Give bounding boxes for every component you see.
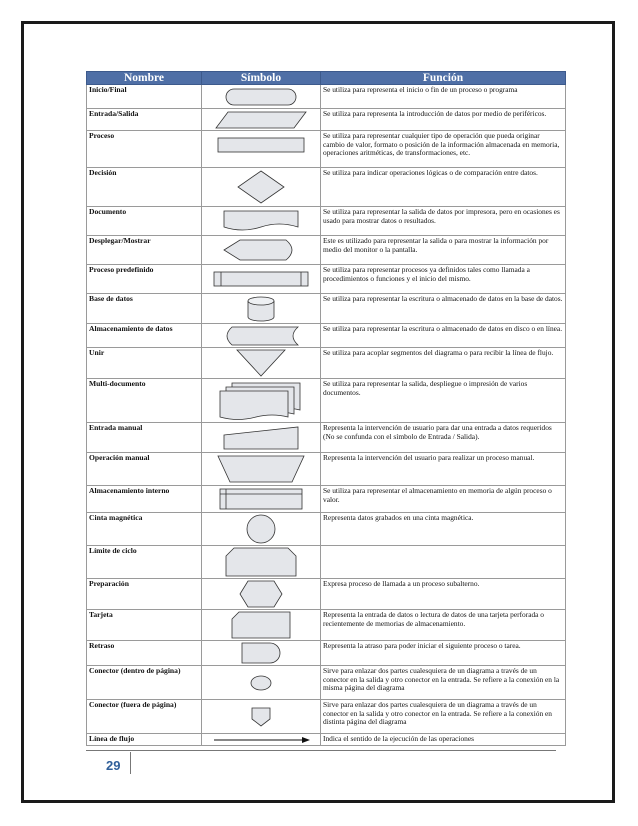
table-row (87, 348, 566, 379)
row-name: Línea de flujo (87, 734, 202, 746)
row-name: Inicio/Final (87, 85, 202, 109)
row-name: Preparación (87, 579, 202, 610)
header-function: Función (321, 72, 566, 85)
footer-divider (86, 750, 556, 751)
table-header-row (87, 72, 566, 85)
row-name: Unir (87, 348, 202, 379)
table-row (87, 265, 566, 294)
flowchart-symbols-table (86, 71, 565, 746)
row-function: Se utiliza para representar la escritura o almacenado de datos en la base de datos. (321, 294, 566, 324)
row-name: Operación manual (87, 453, 202, 486)
table-row (87, 85, 566, 109)
multi-document-symbol-icon (202, 379, 321, 423)
row-function: Este es utilizado para representar la salida o para mostrar la información por medio del monitor o la pantalla. (321, 236, 566, 265)
table-row (87, 379, 566, 423)
rectangle-symbol-icon (202, 131, 321, 168)
row-function: Se utiliza para representar el almacenamiento en memoria de algún proceso o valor. (321, 486, 566, 513)
database-symbol-icon (202, 294, 321, 324)
row-function: Se utiliza para representar la salida de datos por impresora, pero en ocasiones es usado para mostrar datos o resultados. (321, 207, 566, 236)
table-row (87, 294, 566, 324)
row-function: Se utiliza para representar procesos ya definidos tales como llamada a procedimientos o funciones y el inicio del mismo. (321, 265, 566, 294)
row-function: Sirve para enlazar dos partes cualesquiera de un diagrama a través de un conector en la salida y otro conector en la entrada. Se refiere a la conexión en la misma página del diagrama (321, 666, 566, 700)
row-name: Proceso predefinido (87, 265, 202, 294)
table-row (87, 641, 566, 666)
on-page-connector-symbol-icon (202, 666, 321, 700)
row-function: Se utiliza para representar la escritura o almacenado de datos en disco o en línea. (321, 324, 566, 348)
page-number: 29 (106, 758, 121, 773)
row-function: Se utiliza para representar la salida, despliegue o impresión de varios documentos. (321, 379, 566, 423)
table-row (87, 610, 566, 641)
table-row (87, 423, 566, 453)
table-row (87, 324, 566, 348)
row-function: Representa datos grabados en una cinta magnética. (321, 513, 566, 546)
row-name: Proceso (87, 131, 202, 168)
preparation-symbol-icon (202, 579, 321, 610)
manual-input-symbol-icon (202, 423, 321, 453)
table-row (87, 579, 566, 610)
table-row (87, 109, 566, 131)
magnetic-tape-symbol-icon (202, 513, 321, 546)
table-row (87, 513, 566, 546)
internal-storage-symbol-icon (202, 486, 321, 513)
row-name: Límite de ciclo (87, 546, 202, 579)
table-row (87, 453, 566, 486)
row-name: Tarjeta (87, 610, 202, 641)
row-function: Representa la intervención del usuario para realizar un proceso manual. (321, 453, 566, 486)
manual-operation-symbol-icon (202, 453, 321, 486)
table-row (87, 700, 566, 734)
row-name: Desplegar/Mostrar (87, 236, 202, 265)
row-function: Se utiliza para representa el inicio o fin de un proceso o programa (321, 85, 566, 109)
row-name: Decisión (87, 168, 202, 207)
row-function (321, 546, 566, 579)
row-name: Almacenamiento interno (87, 486, 202, 513)
diamond-symbol-icon (202, 168, 321, 207)
display-symbol-icon (202, 236, 321, 265)
header-symbol: Símbolo (202, 72, 321, 85)
row-function: Representa la entrada de datos o lectura de datos de una tarjeta perforada o recientemente de memorias de almacenamiento. (321, 610, 566, 641)
row-name: Entrada/Salida (87, 109, 202, 131)
row-function: Se utiliza para indicar operaciones lógicas o de comparación entre datos. (321, 168, 566, 207)
row-function: Expresa proceso de llamada a un proceso subalterno. (321, 579, 566, 610)
off-page-connector-symbol-icon (202, 700, 321, 734)
stored-data-symbol-icon (202, 324, 321, 348)
header-name: Nombre (87, 72, 202, 85)
row-name: Conector (fuera de página) (87, 700, 202, 734)
row-name: Almacenamiento de datos (87, 324, 202, 348)
row-name: Retraso (87, 641, 202, 666)
row-name: Documento (87, 207, 202, 236)
row-function: Representa la intervención de usuario para dar una entrada a datos requeridos (No se confunda con el símbolo de Entrada / Salida). (321, 423, 566, 453)
document-symbol-icon (202, 207, 321, 236)
table-row (87, 207, 566, 236)
predefined-process-symbol-icon (202, 265, 321, 294)
row-function: Sirve para enlazar dos partes cualesquiera de un diagrama a través de un conector en la salida y otro conector en la entrada. Se refiere a la conexión en distinta página del diagrama (321, 700, 566, 734)
row-name: Cinta magnética (87, 513, 202, 546)
delay-symbol-icon (202, 641, 321, 666)
table-row (87, 131, 566, 168)
row-function: Se utiliza para representa la introducción de datos por medio de periféricos. (321, 109, 566, 131)
row-function: Indica el sentido de la ejecución de las operaciones (321, 734, 566, 746)
card-symbol-icon (202, 610, 321, 641)
table-row (87, 734, 566, 746)
row-function: Se utiliza para representar cualquier tipo de operación que pueda originar cambio de valor, formato o posición de la información almacenada en memoria, operaciones aritméticas, de transformaciones, etc. (321, 131, 566, 168)
row-function: Representa la atraso para poder iniciar el siguiente proceso o tarea. (321, 641, 566, 666)
merge-symbol-icon (202, 348, 321, 379)
row-name: Multi-documento (87, 379, 202, 423)
flow-line-arrow-symbol-icon (202, 734, 321, 746)
table-row (87, 546, 566, 579)
row-name: Entrada manual (87, 423, 202, 453)
terminator-symbol-icon (202, 85, 321, 109)
page-number-separator (130, 752, 131, 774)
table-row (87, 236, 566, 265)
row-function: Se utiliza para acoplar segmentos del diagrama o para recibir la línea de flujo. (321, 348, 566, 379)
table-row (87, 168, 566, 207)
row-name: Base de datos (87, 294, 202, 324)
loop-limit-symbol-icon (202, 546, 321, 579)
table-row (87, 666, 566, 700)
table-row (87, 486, 566, 513)
parallelogram-symbol-icon (202, 109, 321, 131)
row-name: Conector (dentro de página) (87, 666, 202, 700)
